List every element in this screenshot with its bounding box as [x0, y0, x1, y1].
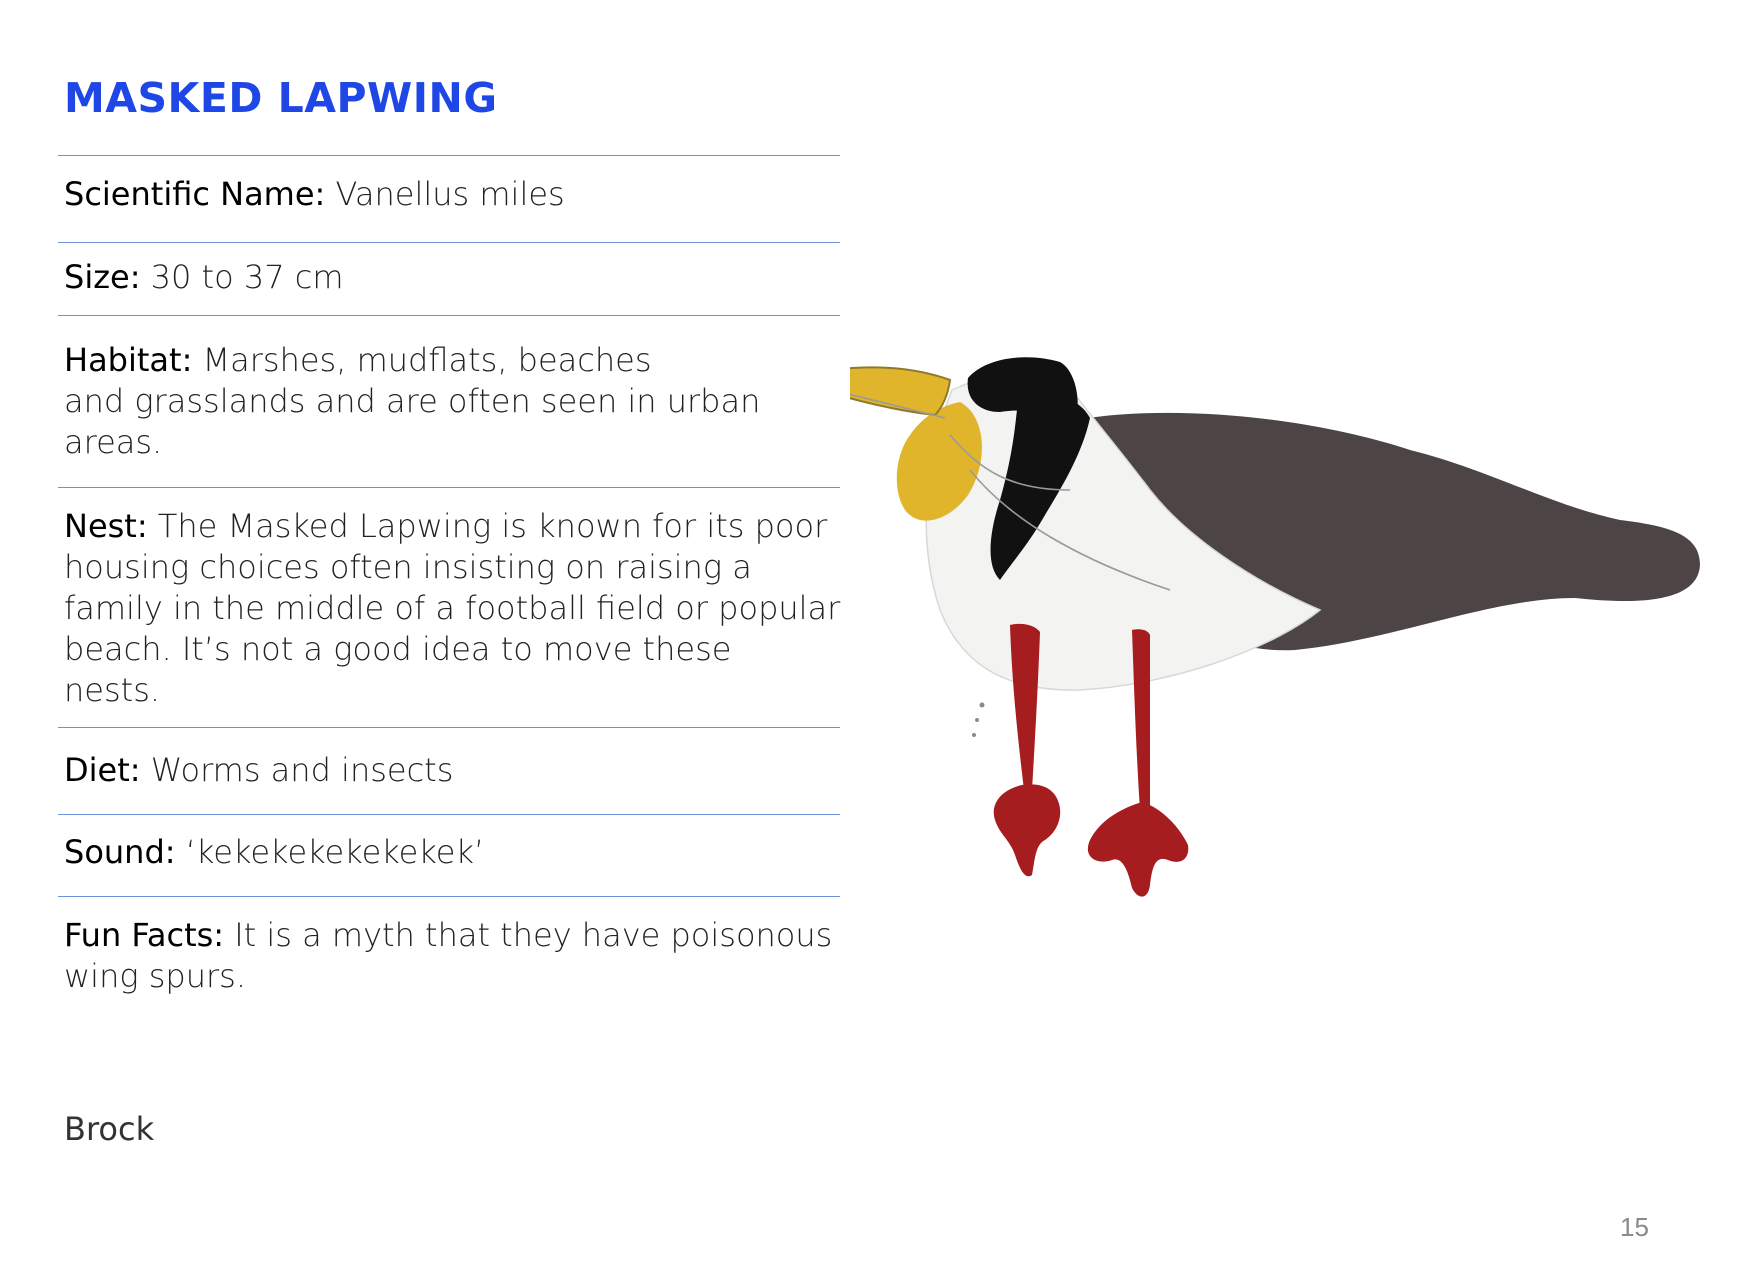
diet-field — [64, 750, 844, 791]
field-value-line: wing spurs. — [64, 957, 246, 995]
field-label: Sound: — [64, 833, 176, 871]
bird-right-leg — [1132, 629, 1150, 810]
divider — [58, 315, 840, 316]
divider — [58, 487, 840, 488]
page-number: 15 — [1620, 1212, 1649, 1242]
field-label: Habitat: — [64, 341, 193, 379]
field-value-line: It is a myth that they have poisonous — [234, 916, 833, 954]
field-value-line: nests. — [64, 671, 161, 709]
paint-speck — [975, 718, 979, 722]
field-value-line: areas. — [64, 423, 163, 461]
field-value: Vanellus miles — [335, 175, 565, 213]
field-label: Fun Facts: — [64, 916, 225, 954]
field-label: Nest: — [64, 507, 148, 545]
bird-left-foot — [994, 784, 1060, 876]
field-label: Size: — [64, 258, 141, 296]
divider — [58, 727, 840, 728]
nest-field — [64, 506, 844, 711]
size-field — [64, 257, 844, 298]
fun-facts-field — [64, 915, 844, 997]
author-name: Brock — [64, 1110, 155, 1148]
field-label: Diet: — [64, 751, 141, 789]
field-value-line: family in the middle of a football field or popular — [64, 589, 841, 627]
sound-field — [64, 832, 844, 873]
divider — [58, 155, 840, 156]
habitat-field — [64, 340, 844, 463]
bird-right-foot — [1088, 802, 1188, 897]
field-value-line: housing choices often insisting on raising a — [64, 548, 752, 586]
divider — [58, 896, 840, 897]
scientific-name-field — [64, 174, 844, 215]
field-label: Scientific Name: — [64, 175, 326, 213]
bird-beak — [850, 367, 950, 415]
field-value: 30 to 37 cm — [150, 258, 344, 296]
bird-left-leg — [1010, 624, 1040, 790]
field-value-line: The Masked Lapwing is known for its poor — [157, 507, 828, 545]
page-title: MASKED LAPWING — [64, 74, 498, 122]
masked-lapwing-illustration — [850, 340, 1730, 1060]
divider — [58, 242, 840, 243]
paint-speck — [980, 703, 985, 708]
paint-speck — [972, 733, 976, 737]
field-value: ‘kekekekekekekek’ — [185, 833, 485, 871]
field-value-line: and grasslands and are often seen in urban — [64, 382, 761, 420]
field-value: Worms and insects — [150, 751, 454, 789]
field-value-line: beach. It’s not a good idea to move these — [64, 630, 732, 668]
field-value-line: Marshes, mudflats, beaches — [202, 341, 652, 379]
divider — [58, 814, 840, 815]
